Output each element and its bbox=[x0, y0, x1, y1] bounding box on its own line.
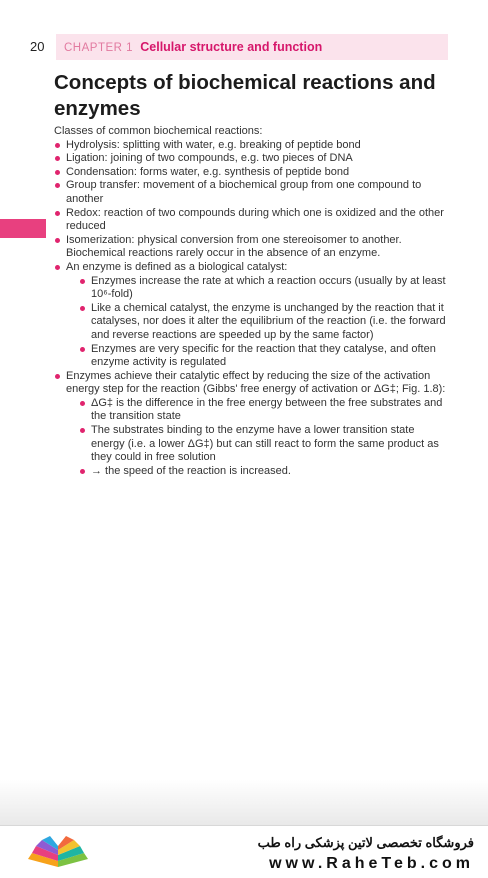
bullet-icon bbox=[80, 401, 85, 406]
open-book-logo-icon bbox=[22, 833, 94, 873]
enzyme-list bbox=[54, 261, 450, 479]
sub-list-item-text: Enzymes increase the rate at which a reaction occurs (usually by at least 10⁶-fold) bbox=[91, 274, 446, 301]
list-item bbox=[54, 152, 450, 166]
bullet-icon bbox=[55, 183, 60, 188]
sub-list bbox=[79, 275, 450, 370]
bullet-icon bbox=[55, 156, 60, 161]
sub-list-item bbox=[79, 465, 450, 479]
bullet-icon bbox=[55, 265, 60, 270]
sub-list-item-text: ΔG‡ is the difference in the free energy between the free substrates and the transition state bbox=[91, 396, 443, 423]
section-title: Concepts of biochemical reactions and enzymes bbox=[54, 71, 436, 120]
bullet-icon bbox=[80, 306, 85, 311]
shop-name: فروشگاه تخصصی لاتین پزشکی راه طب bbox=[257, 835, 474, 850]
bullet-icon bbox=[55, 211, 60, 216]
chapter-title: Cellular structure and function bbox=[140, 40, 323, 54]
bullet-icon bbox=[80, 347, 85, 352]
list-item-text: Condensation: forms water, e.g. synthesis of peptide bond bbox=[66, 165, 350, 178]
list-item-text: Redox: reaction of two compounds during which one is oxidized and the other reduced bbox=[66, 206, 444, 233]
list-item-text: Hydrolysis: splitting with water, e.g. breaking of peptide bond bbox=[66, 138, 361, 151]
list-item-text: Enzymes achieve their catalytic effect by reducing the size of the activation energy step for the reaction (Gibbs' free energy of activation or ΔG‡; Fig. 1.8): bbox=[66, 369, 446, 396]
bullet-icon bbox=[80, 469, 85, 474]
sub-list-item bbox=[79, 302, 450, 343]
sub-list-item bbox=[79, 275, 450, 302]
sub-list-item-text: Like a chemical catalyst, the enzyme is unchanged by the reaction that it catalyses, nor does it alter the equilibrium of the reaction (i.e. the forward and reverse reactions are speeded up by the same factor) bbox=[91, 301, 446, 341]
chapter-label: CHAPTER 1 bbox=[64, 42, 134, 54]
sub-list-item bbox=[79, 343, 450, 370]
shop-url[interactable]: www.RaheTeb.com bbox=[269, 855, 474, 872]
side-thumb-tab bbox=[0, 219, 46, 238]
page-number: 20 bbox=[30, 39, 45, 54]
sub-list bbox=[79, 397, 450, 479]
bullet-icon bbox=[55, 143, 60, 148]
list-item bbox=[54, 261, 450, 370]
bullet-icon bbox=[80, 279, 85, 284]
list-item bbox=[54, 139, 450, 153]
sub-list-item bbox=[79, 424, 450, 465]
sub-list-item-text: Enzymes are very specific for the reaction that they catalyse, and often enzyme activity is regulated bbox=[91, 342, 436, 369]
footer-shadow bbox=[0, 780, 488, 825]
list-item bbox=[54, 179, 450, 206]
body-content bbox=[54, 125, 450, 478]
sub-list-item-text: The substrates binding to the enzyme have a lower transition state energy (i.e. a lower ΔG‡) but can still react to form the same product as they could in free solution bbox=[91, 424, 439, 464]
intro-text: Classes of common biochemical reactions: bbox=[54, 125, 263, 137]
list-item-text: Ligation: joining of two compounds, e.g. two pieces of DNA bbox=[66, 152, 353, 165]
list-item bbox=[54, 234, 450, 248]
sub-list-item bbox=[79, 397, 450, 424]
chapter-header bbox=[56, 34, 448, 60]
bullet-icon bbox=[55, 238, 60, 243]
list-item-text: Group transfer: movement of a biochemical group from one compound to another bbox=[66, 179, 422, 205]
reaction-classes-list bbox=[54, 139, 450, 248]
paragraph-text: Biochemical reactions rarely occur in the absence of an enzyme. bbox=[66, 247, 381, 260]
list-item-text: Isomerization: physical conversion from one stereoisomer to another. bbox=[66, 233, 402, 246]
sub-list-item-text: → the speed of the reaction is increased. bbox=[91, 464, 291, 477]
list-item bbox=[54, 370, 450, 479]
list-item-text: An enzyme is defined as a biological catalyst: bbox=[66, 260, 288, 273]
bullet-icon bbox=[55, 374, 60, 379]
bullet-icon bbox=[55, 170, 60, 175]
list-item bbox=[54, 207, 450, 234]
footer-divider bbox=[0, 825, 488, 826]
footer-banner bbox=[0, 825, 488, 878]
bullet-icon bbox=[80, 428, 85, 433]
list-item bbox=[54, 166, 450, 180]
chapter-heading bbox=[64, 40, 322, 54]
